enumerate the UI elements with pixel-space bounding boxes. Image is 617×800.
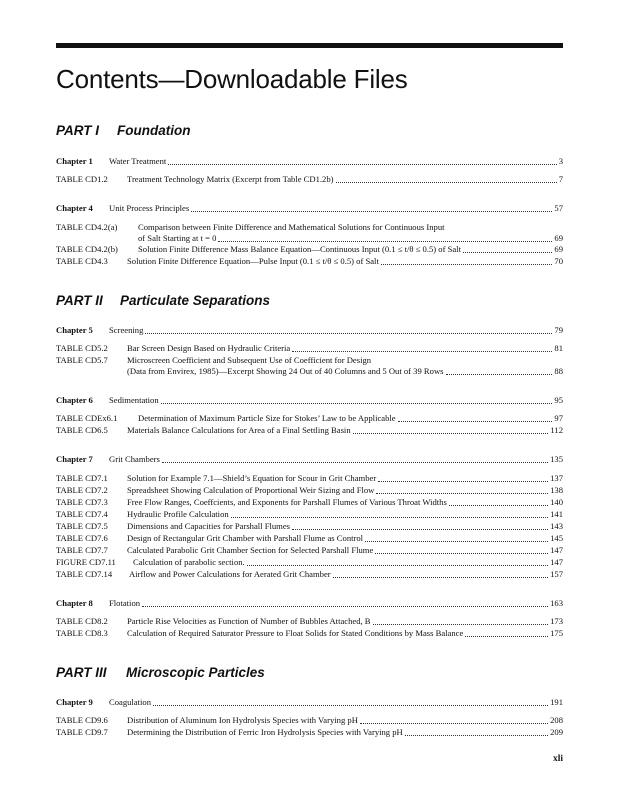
- page-number: 88: [554, 366, 563, 376]
- dot-leader: [142, 606, 548, 607]
- dot-leader: [398, 421, 553, 422]
- page-number: 81: [554, 343, 563, 353]
- toc-chapter[interactable]: [56, 697, 563, 708]
- entry-title: Unit Process Principles: [109, 203, 190, 213]
- dot-leader: [145, 333, 552, 334]
- dot-leader: [247, 565, 548, 566]
- dot-leader: [373, 624, 549, 625]
- entry-title: Materials Balance Calculations for Area of a Final Settling Basin: [127, 425, 351, 435]
- entry-title: Solution Finite Difference Equation—Pulse Input (0.1 ≤ t/θ ≤ 0.5) of Salt: [127, 256, 379, 266]
- page-number: 140: [550, 497, 563, 507]
- entry-label: TABLE CD5.7: [56, 355, 108, 365]
- toc-entry[interactable]: [56, 343, 563, 354]
- toc-entry-continuation[interactable]: [138, 233, 563, 244]
- entry-label: Chapter 6: [56, 395, 93, 405]
- page-number: 112: [550, 425, 563, 435]
- dot-leader: [292, 529, 548, 530]
- entry-title: Treatment Technology Matrix (Excerpt from Table CD1.2b): [127, 174, 334, 184]
- toc-entry[interactable]: [56, 222, 445, 233]
- entry-title: Calculation of Required Saturator Pressure to Float Solids for Stated Conditions by Mass Balance: [127, 628, 464, 638]
- entry-title: Calculated Parabolic Grit Chamber Section for Selected Parshall Flume: [127, 545, 374, 555]
- toc-entry[interactable]: [56, 569, 563, 580]
- part-name: Particulate Separations: [120, 293, 271, 308]
- page-number: 69: [554, 244, 563, 254]
- toc-entry-continuation[interactable]: [127, 366, 563, 377]
- dot-leader: [376, 493, 548, 494]
- part-number: PART II: [56, 293, 103, 308]
- toc-entry[interactable]: [56, 497, 563, 508]
- toc-entry[interactable]: [56, 521, 563, 532]
- toc-entry[interactable]: [56, 485, 563, 496]
- entry-label: TABLE CD5.2: [56, 343, 108, 353]
- dot-leader: [353, 433, 549, 434]
- entry-label: Chapter 7: [56, 454, 93, 464]
- page-number: 209: [550, 727, 563, 737]
- dot-leader: [378, 481, 548, 482]
- page-number: 135: [550, 454, 563, 464]
- page-number: 97: [554, 413, 563, 423]
- page-number: 173: [550, 616, 563, 626]
- entry-title: Spreadsheet Showing Calculation of Proportional Weir Sizing and Flow: [127, 485, 375, 495]
- entry-label: TABLE CD8.2: [56, 616, 108, 626]
- page-number: 147: [550, 557, 563, 567]
- page-number: 95: [554, 395, 563, 405]
- dot-leader: [292, 351, 552, 352]
- entry-label: TABLE CD8.3: [56, 628, 108, 638]
- toc-entry[interactable]: [56, 616, 563, 627]
- dot-leader: [191, 211, 552, 212]
- top-rule: [56, 43, 563, 48]
- page-number: 175: [550, 628, 563, 638]
- page-number: 143: [550, 521, 563, 531]
- entry-label: TABLE CD7.7: [56, 545, 108, 555]
- page-title: Contents—Downloadable Files: [56, 64, 408, 94]
- toc-entry[interactable]: [56, 509, 563, 520]
- entry-label: TABLE CD7.3: [56, 497, 108, 507]
- entry-title: Hydraulic Profile Calculation: [127, 509, 229, 519]
- entry-title: Grit Chambers: [109, 454, 160, 464]
- toc-chapter[interactable]: [56, 156, 563, 167]
- entry-title: Airflow and Power Calculations for Aerated Grit Chamber: [129, 569, 331, 579]
- entry-label: Chapter 1: [56, 156, 93, 166]
- entry-title: Coagulation: [109, 697, 152, 707]
- entry-label: Chapter 5: [56, 325, 93, 335]
- dot-leader: [231, 517, 548, 518]
- toc-entry[interactable]: [56, 413, 563, 424]
- dot-leader: [162, 462, 548, 463]
- dot-leader: [168, 164, 556, 165]
- toc-chapter[interactable]: [56, 395, 563, 406]
- dot-leader: [153, 705, 548, 706]
- entry-label: TABLE CD9.6: [56, 715, 108, 725]
- entry-title: Design of Rectangular Grit Chamber with Parshall Flume as Control: [127, 533, 364, 543]
- page-number: 147: [550, 545, 563, 555]
- part-name: Microscopic Particles: [126, 665, 265, 680]
- entry-title: Free Flow Ranges, Coeffcients, and Exponents for Parshall Flumes of Various Throat Widths: [127, 497, 447, 507]
- entry-label: TABLE CD7.6: [56, 533, 108, 543]
- entry-label: Chapter 9: [56, 697, 93, 707]
- page-folio: xli: [552, 754, 563, 764]
- entry-label: TABLE CD7.2: [56, 485, 108, 495]
- toc-chapter[interactable]: [56, 203, 563, 214]
- part-name: Foundation: [117, 123, 191, 138]
- entry-label: TABLE CD7.14: [56, 569, 113, 579]
- entry-label: TABLE CD4.3: [56, 256, 108, 266]
- part-heading: [56, 293, 270, 308]
- entry-title: Calculation of parabolic section.: [133, 557, 245, 567]
- entry-title: Dimensions and Capacities for Parshall Flumes: [127, 521, 291, 531]
- entry-title: Determination of Maximum Particle Size for Stokes’ Law to be Applicable: [138, 413, 396, 423]
- dot-leader: [381, 264, 553, 265]
- page-number: 163: [550, 598, 563, 608]
- page-number: 137: [550, 473, 563, 483]
- entry-label: Chapter 4: [56, 203, 93, 213]
- toc-entry[interactable]: [56, 715, 563, 726]
- dot-leader: [333, 577, 548, 578]
- entry-label: TABLE CD1.2: [56, 174, 108, 184]
- page-number: 7: [558, 174, 563, 184]
- toc-chapter[interactable]: [56, 454, 563, 465]
- entry-title: Solution Finite Difference Mass Balance Equation—Continuous Input (0.1 ≤ t/θ ≤ 0.5) of Salt: [138, 244, 461, 254]
- dot-leader: [465, 636, 548, 637]
- page-number: 57: [554, 203, 563, 213]
- entry-label: Chapter 8: [56, 598, 93, 608]
- page-number: 208: [550, 715, 563, 725]
- entry-label: TABLE CDEx6.1: [56, 413, 118, 423]
- entry-label: TABLE CD4.2(b): [56, 244, 118, 254]
- entry-label: TABLE CD4.2(a): [56, 222, 118, 232]
- dot-leader: [375, 553, 548, 554]
- page-number: 3: [558, 156, 563, 166]
- entry-title: Flotation: [109, 598, 141, 608]
- entry-label: TABLE CD7.4: [56, 509, 108, 519]
- page-number: 69: [554, 233, 563, 243]
- toc-entry[interactable]: [56, 557, 563, 568]
- toc-entry[interactable]: [56, 545, 563, 556]
- dot-leader: [449, 505, 548, 506]
- part-heading: [56, 123, 190, 138]
- entry-title-continued: (Data from Envirex, 1985)—Excerpt Showing 24 Out of 40 Columns and 5 Out of 39 Rows: [127, 366, 444, 376]
- toc-entry[interactable]: [56, 355, 371, 366]
- toc-entry[interactable]: [56, 473, 563, 484]
- toc-entry[interactable]: [56, 727, 563, 738]
- entry-title: Sedimentation: [109, 395, 159, 405]
- toc-chapter[interactable]: [56, 325, 563, 336]
- entry-title: Screening: [109, 325, 144, 335]
- dot-leader: [336, 182, 557, 183]
- entry-title-continued: of Salt Starting at t = 0: [138, 233, 217, 243]
- page-number: 79: [554, 325, 563, 335]
- toc-entry[interactable]: [56, 425, 563, 436]
- entry-label: TABLE CD9.7: [56, 727, 108, 737]
- entry-label: TABLE CD7.5: [56, 521, 108, 531]
- entry-label: TABLE CD6.5: [56, 425, 108, 435]
- toc-entry[interactable]: [56, 256, 563, 267]
- page-number: 141: [550, 509, 563, 519]
- entry-title: Microscreen Coefficient and Subsequent Use of Coefficient for Design: [127, 355, 372, 365]
- dot-leader: [405, 735, 548, 736]
- entry-label: FIGURE CD7.11: [56, 557, 116, 567]
- entry-title: Particle Rise Velocities as Function of Number of Bubbles Attached, B: [127, 616, 371, 626]
- toc-chapter[interactable]: [56, 598, 563, 609]
- dot-leader: [463, 252, 552, 253]
- entry-label: TABLE CD7.1: [56, 473, 108, 483]
- toc-entry[interactable]: [56, 628, 563, 639]
- page-number: 157: [550, 569, 563, 579]
- page-number: 70: [554, 256, 563, 266]
- part-number: PART III: [56, 665, 107, 680]
- entry-title: Water Treatment: [109, 156, 167, 166]
- part-number: PART I: [56, 123, 100, 138]
- entry-title: Solution for Example 7.1—Shield’s Equation for Scour in Grit Chamber: [127, 473, 377, 483]
- dot-leader: [161, 403, 553, 404]
- dot-leader: [446, 374, 553, 375]
- dot-leader: [360, 723, 548, 724]
- entry-title: Comparison between Finite Difference and Mathematical Solutions for Continuous Input: [138, 222, 445, 232]
- part-heading: [56, 665, 265, 680]
- toc-entry[interactable]: [56, 533, 563, 544]
- page-number: 138: [550, 485, 563, 495]
- toc-entry[interactable]: [56, 244, 563, 255]
- dot-leader: [365, 541, 548, 542]
- page-number: 191: [550, 697, 563, 707]
- entry-title: Determining the Distribution of Ferric Iron Hydrolysis Species with Varying pH: [127, 727, 403, 737]
- entry-title: Distribution of Aluminum Ion Hydrolysis Species with Varying pH: [127, 715, 358, 725]
- page-number: 145: [550, 533, 563, 543]
- entry-title: Bar Screen Design Based on Hydraulic Criteria: [127, 343, 291, 353]
- dot-leader: [218, 241, 552, 242]
- toc-entry[interactable]: [56, 174, 563, 185]
